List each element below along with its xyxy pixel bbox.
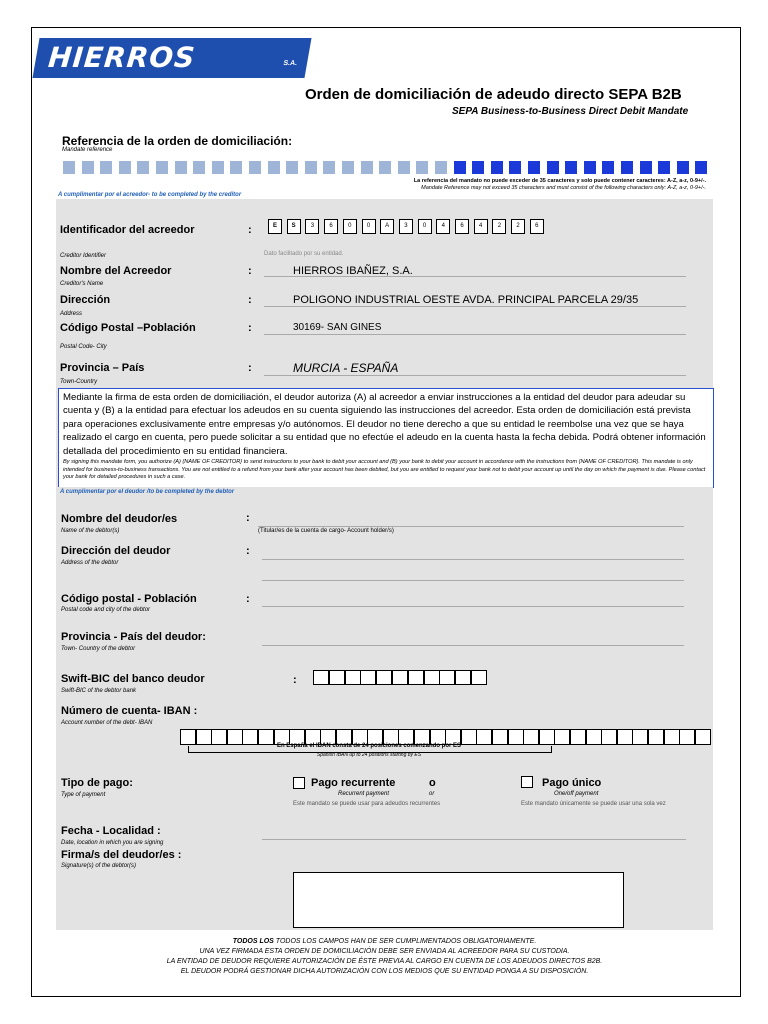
iban-char-box[interactable] [601, 729, 617, 745]
reference-char-box[interactable] [416, 161, 428, 174]
colon: : [248, 265, 252, 277]
colon: : [246, 512, 250, 524]
reference-char-box[interactable] [230, 161, 242, 174]
iban-char-box[interactable] [570, 729, 586, 745]
debtor-address-input[interactable] [262, 545, 684, 560]
footer-line1: TODOS LOS CAMPOS HAN DE SER CUMPLIMENTADOS OBLIGATORIAMENTE. [273, 938, 537, 945]
reference-char-box[interactable] [584, 161, 596, 174]
recurrent-payment-en: Recurrent payment [338, 791, 390, 797]
creditor-identifier-char: 2 [492, 219, 506, 234]
creditor-province-label: Provincia – País [60, 362, 145, 374]
creditor-identifier-char: E [268, 219, 282, 234]
signature-label: Firma/s del deudor/es : [61, 849, 182, 861]
debtor-address-sublabel: Address of the debtor [61, 560, 119, 566]
form-title: Orden de domiciliación de adeudo directo SEPA B2B [305, 86, 682, 103]
bic-sublabel: Swift-BIC of the debtor bank [61, 688, 137, 694]
reference-char-box[interactable] [602, 161, 614, 174]
debtor-section-note: A cumplimentar por el deudor /to be completed by the debtor [60, 489, 235, 495]
footer-line1-bold: TODOS LOS [232, 938, 274, 945]
creditor-identifier-char: A [380, 219, 394, 234]
reference-char-box[interactable] [454, 161, 466, 174]
recurrent-payment-checkbox[interactable] [293, 777, 305, 789]
debtor-name-hint: (Titular/es de la cuenta de cargo- Account holder/s) [258, 528, 394, 534]
debtor-postal-sublabel: Postal code and city of the debtor [61, 607, 151, 613]
reference-char-box[interactable] [268, 161, 280, 174]
recurrent-payment-note: Este mandato se puede usar para adeudos recurrentes [293, 801, 441, 807]
creditor-identifier-char: 0 [343, 219, 357, 234]
iban-note-es: En España el IBAN consta de 24 posiciones comenzando por ES [276, 743, 462, 749]
debtor-address-input-2[interactable] [262, 566, 684, 581]
colon: : [246, 593, 250, 605]
underline [264, 276, 686, 277]
reference-char-box[interactable] [119, 161, 131, 174]
creditor-address-value: POLIGONO INDUSTRIAL OESTE AVDA. PRINCIPAL PARCELA 29/35 [293, 294, 639, 306]
iban-char-box[interactable] [695, 729, 711, 745]
creditor-identifier-char: 4 [436, 219, 450, 234]
reference-char-box[interactable] [63, 161, 75, 174]
reference-char-box[interactable] [342, 161, 354, 174]
creditor-name-label: Nombre del Acreedor [60, 265, 172, 277]
iban-char-box[interactable] [554, 729, 570, 745]
company-logo [32, 38, 311, 114]
reference-char-box[interactable] [193, 161, 205, 174]
colon: : [248, 322, 252, 334]
footer-line2: UNA VEZ FIRMADA ESTA ORDEN DE DOMICILIACIÓN DEBE SER ENVIADA AL ACREEDOR PARA SU CUSTODIA. [199, 948, 570, 955]
creditor-identifier-char: 2 [511, 219, 525, 234]
reference-char-box[interactable] [212, 161, 224, 174]
creditor-address-label: Dirección [60, 294, 111, 306]
underline [264, 306, 686, 307]
reference-char-box[interactable] [137, 161, 149, 174]
creditor-postal-value: 30169- SAN GINES [293, 322, 382, 333]
reference-char-box[interactable] [565, 161, 577, 174]
reference-char-box[interactable] [305, 161, 317, 174]
colon: : [248, 294, 252, 306]
single-payment-en: One/off payment [554, 791, 599, 797]
or-label-en: or [429, 791, 435, 797]
creditor-postal-label: Código Postal –Población [60, 322, 196, 334]
debtor-province-sublabel: Town- Country of the debtor [61, 646, 136, 652]
creditor-identifier-char: S [287, 219, 301, 234]
debtor-postal-input[interactable] [262, 592, 684, 607]
colon: : [246, 545, 250, 557]
reference-char-box[interactable] [379, 161, 391, 174]
colon: : [293, 674, 297, 686]
bic-char-box[interactable] [313, 670, 329, 685]
iban-note-en: Spanish IBAN up to 24 positions starting by ES [316, 752, 422, 758]
date-location-input[interactable] [262, 825, 686, 840]
creditor-identifier-char: 3 [399, 219, 413, 234]
reference-char-box[interactable] [509, 161, 521, 174]
signature-box[interactable] [293, 872, 624, 928]
iban-label: Número de cuenta- IBAN : [61, 705, 198, 717]
bic-char-box[interactable] [329, 670, 345, 685]
bic-char-box[interactable] [439, 670, 455, 685]
reference-sublabel: Mandate reference [62, 147, 113, 153]
reference-char-box[interactable] [491, 161, 503, 174]
reference-char-box[interactable] [398, 161, 410, 174]
debtor-postal-label: Código postal - Población [61, 593, 197, 605]
bic-char-box[interactable] [424, 670, 440, 685]
form-subtitle: SEPA Business-to-Business Direct Debit Mandate [452, 106, 689, 117]
creditor-identifier-sublabel: Creditor Identifier [60, 253, 107, 259]
reference-char-box[interactable] [249, 161, 261, 174]
creditor-province-sublabel: Town-Country [60, 379, 98, 385]
payment-type-label: Tipo de pago: [61, 777, 133, 789]
recurrent-payment-label: Pago recurrente [311, 777, 396, 789]
colon: : [248, 362, 252, 374]
reference-char-box[interactable] [640, 161, 652, 174]
bic-char-box[interactable] [455, 670, 471, 685]
debtor-name-sublabel: Name of the debtor(s) [61, 528, 120, 534]
debtor-address-label: Dirección del deudor [61, 545, 171, 557]
or-label: o [429, 777, 436, 789]
mandate-text-es: Mediante la firma de esta orden de domiciliación, el deudor autoriza (A) al acreedor a enviar instrucciones a la entidad del deudor para adeudar su cuenta y (B) a la entidad para efectuar los adeudos en su cuenta siguiendo las instrucciones del acreedor. Esta orden de domiciliación está prevista para operaciones exclusivamente entre empresas y/o autónomos. El deudor no tiene derecho a que su entidad le reembolse una vez que se haya realizado el cargo en cuenta, pero puede solicitar a su entidad que no efectúe el adeudo en la cuenta hasta la fecha debida. Podrá obtener información detallada del procedimiento en su entidad financiera. [63, 392, 706, 457]
creditor-name-sublabel: Creditor's Name [60, 281, 104, 287]
reference-char-box[interactable] [621, 161, 633, 174]
payment-type-sublabel: Type of payment [61, 792, 106, 798]
creditor-identifier-char: 4 [474, 219, 488, 234]
creditor-address-sublabel: Address [60, 311, 83, 317]
debtor-province-input[interactable] [262, 631, 684, 646]
bic-char-box[interactable] [408, 670, 424, 685]
iban-char-box[interactable] [648, 729, 664, 745]
bic-char-box[interactable] [392, 670, 408, 685]
creditor-identifier-note: Dato facilitado por su entidad. [264, 251, 344, 257]
date-location-label: Fecha - Localidad : [61, 825, 161, 837]
reference-label: Referencia de la orden de domiciliación: Mandate reference [62, 134, 293, 153]
footer-notes [56, 937, 713, 977]
creditor-section-note: A cumplimentar por el acreedor- to be completed by the creditor [58, 192, 242, 198]
creditor-identifier-char: 6 [324, 219, 338, 234]
underline [264, 334, 686, 335]
creditor-identifier-char: 6 [530, 219, 544, 234]
reference-char-box[interactable] [658, 161, 670, 174]
single-payment-checkbox[interactable] [521, 776, 533, 788]
creditor-postal-sublabel: Postal Code- City [60, 344, 107, 350]
mandate-text-en: By signing this mandate form, you authorize (A) {NAME OF CREDITOR} to send instructions to your bank to debit your account and (B) your bank to debit your account in accordance with the instructions from {NAME OF CREDITOR}. This mandate is only intended for business-to-business transactions. You are not entitled to a refund from your bank after your account has been debited, but you are entitled to request your bank not to debit your account up until the day on which the payment is due. Please contact your bank for detailed procedures in such a case. [63, 459, 706, 481]
reference-char-box[interactable] [547, 161, 559, 174]
underline [264, 375, 686, 376]
reference-char-box[interactable] [528, 161, 540, 174]
creditor-name-value: HIERROS IBAÑEZ, S.A. [293, 265, 413, 277]
debtor-province-label: Provincia - País del deudor: [61, 631, 206, 643]
creditor-identifier-label: Identificador del acreedor [60, 224, 195, 236]
single-payment-note: Este mandato únicamente se puede usar una sola vez [521, 801, 666, 807]
bic-char-box[interactable] [376, 670, 392, 685]
logo-text: HIERROS IBAÑEZ [43, 41, 197, 114]
reference-char-box[interactable] [361, 161, 373, 174]
reference-char-box[interactable] [100, 161, 112, 174]
single-payment-label: Pago único [542, 777, 602, 789]
signature-sublabel: Signature(s) of the debtor(s) [61, 863, 137, 869]
bic-char-box[interactable] [345, 670, 361, 685]
reference-char-box[interactable] [677, 161, 689, 174]
reference-char-box[interactable] [695, 161, 707, 174]
footer-line4: EL DEUDOR PODRÁ GESTIONAR DICHA AUTORIZACIÓN CON LOS MEDIOS QUE SU ENTIDAD PONGA A SU DISPOSICIÓN. [180, 968, 589, 975]
colon: : [248, 224, 252, 236]
creditor-identifier-char: 6 [455, 219, 469, 234]
reference-char-box[interactable] [323, 161, 335, 174]
reference-char-box[interactable] [435, 161, 447, 174]
iban-sublabel: Account number of the debt- IBAN [61, 720, 153, 726]
debtor-name-label: Nombre del deudor/es [61, 513, 178, 525]
iban-char-box[interactable] [664, 729, 680, 745]
creditor-identifier-char: 0 [362, 219, 376, 234]
iban-char-box[interactable] [586, 729, 602, 745]
reference-char-box[interactable] [286, 161, 298, 174]
bic-char-box[interactable] [360, 670, 376, 685]
bic-char-box[interactable] [471, 670, 487, 685]
iban-char-box[interactable] [679, 729, 695, 745]
debtor-name-input[interactable] [258, 512, 684, 527]
creditor-identifier-char: 0 [418, 219, 432, 234]
reference-char-box[interactable] [156, 161, 168, 174]
creditor-province-value: MURCIA - ESPAÑA [293, 361, 399, 375]
mandate-text-box [58, 388, 714, 488]
bic-label: Swift-BIC del banco deudor [61, 673, 205, 685]
reference-char-box[interactable] [472, 161, 484, 174]
iban-char-box[interactable] [632, 729, 648, 745]
logo-suffix: S.A. [282, 60, 298, 67]
creditor-identifier-char: 3 [305, 219, 319, 234]
date-location-sublabel: Date, location in which you are signing [61, 840, 164, 846]
iban-char-box[interactable] [617, 729, 633, 745]
reference-char-box[interactable] [175, 161, 187, 174]
reference-note: La referencia del mandato no puede exceder de 35 caracteres y solo puede contener caracteres: A-Z, a-z, 0-9+/-. Mandate Reference may not exceed 35 characters and must consist of the following characters only: A-Z, a-z, 0-9+/-. [413, 178, 706, 191]
footer-line3: LA ENTIDAD DE DEUDOR REQUIERE AUTORIZACIÓN DE ÉSTE PREVIA AL CARGO EN CUENTA DE LOS ADEUDOS DIRECTOS B2B. [166, 958, 603, 965]
reference-char-box[interactable] [82, 161, 94, 174]
